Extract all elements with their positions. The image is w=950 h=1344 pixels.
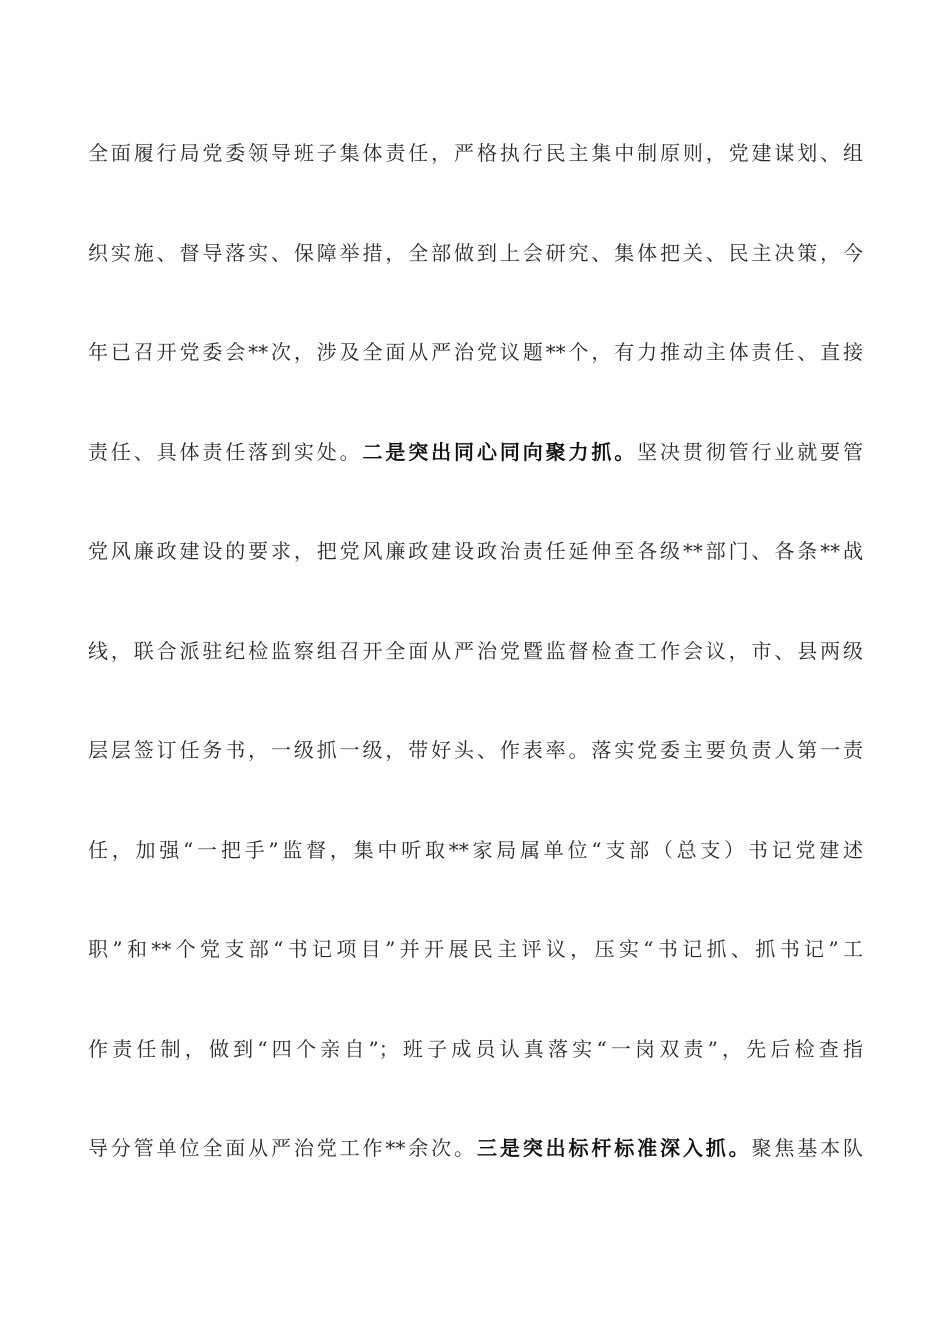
text-run: 职”和**个党支部“书记项目”并开展民主评议，压实“书记抓、抓书记”工 (88, 937, 863, 961)
text-run: 导分管单位全面从严治党工作**余次。 (88, 1136, 477, 1160)
text-run: 党风廉政建设的要求，把党风廉政建设政治责任延伸至各级**部门、各条**战 (88, 539, 863, 563)
text-line (88, 1024, 863, 1074)
text-run: 坚决贯彻管行业就要管 (637, 439, 863, 464)
text-run: 全面履行局党委领导班子集体责任，严格执行民主集中制原则，党建谋划、组 (88, 141, 863, 165)
text-line (88, 725, 863, 775)
bold-heading: 二是突出同心同向聚力抓。 (362, 439, 638, 464)
text-run: 织实施、督导落实、保障举措，全部做到上会研究、集体把关、民主决策，今 (88, 240, 863, 265)
bold-heading: 三是突出标杆标准深入抓。 (476, 1136, 752, 1160)
text-run: 聚焦基本队 (751, 1136, 863, 1160)
text-run: 年已召开党委会**次，涉及全面从严治党议题**个，有力推动主体责任、直接 (88, 340, 863, 364)
text-run: 线，联合派驻纪检监察组召开全面从严治党暨监督检查工作会议，市、县两级 (88, 638, 863, 663)
text-run: 任，加强“一把手”监督，集中听取**家局属单位“支部（总支）书记党建述 (88, 837, 863, 862)
text-line (88, 924, 863, 974)
text-run: 责任、具体责任落到实处。 (88, 439, 363, 464)
text-line (88, 228, 863, 278)
text-line (88, 1123, 863, 1173)
body-text (88, 128, 863, 1223)
text-line (88, 626, 863, 676)
text-run: 作责任制，做到“四个亲自”；班子成员认真落实“一岗双责”，先后检查指 (88, 1036, 863, 1061)
text-line (88, 327, 863, 377)
text-run: 层层签订任务书，一级抓一级，带好头、作表率。落实党委主要负责人第一责 (88, 738, 863, 762)
text-line (88, 825, 863, 875)
text-line (88, 526, 863, 576)
text-line (88, 128, 863, 178)
text-line (88, 427, 863, 477)
